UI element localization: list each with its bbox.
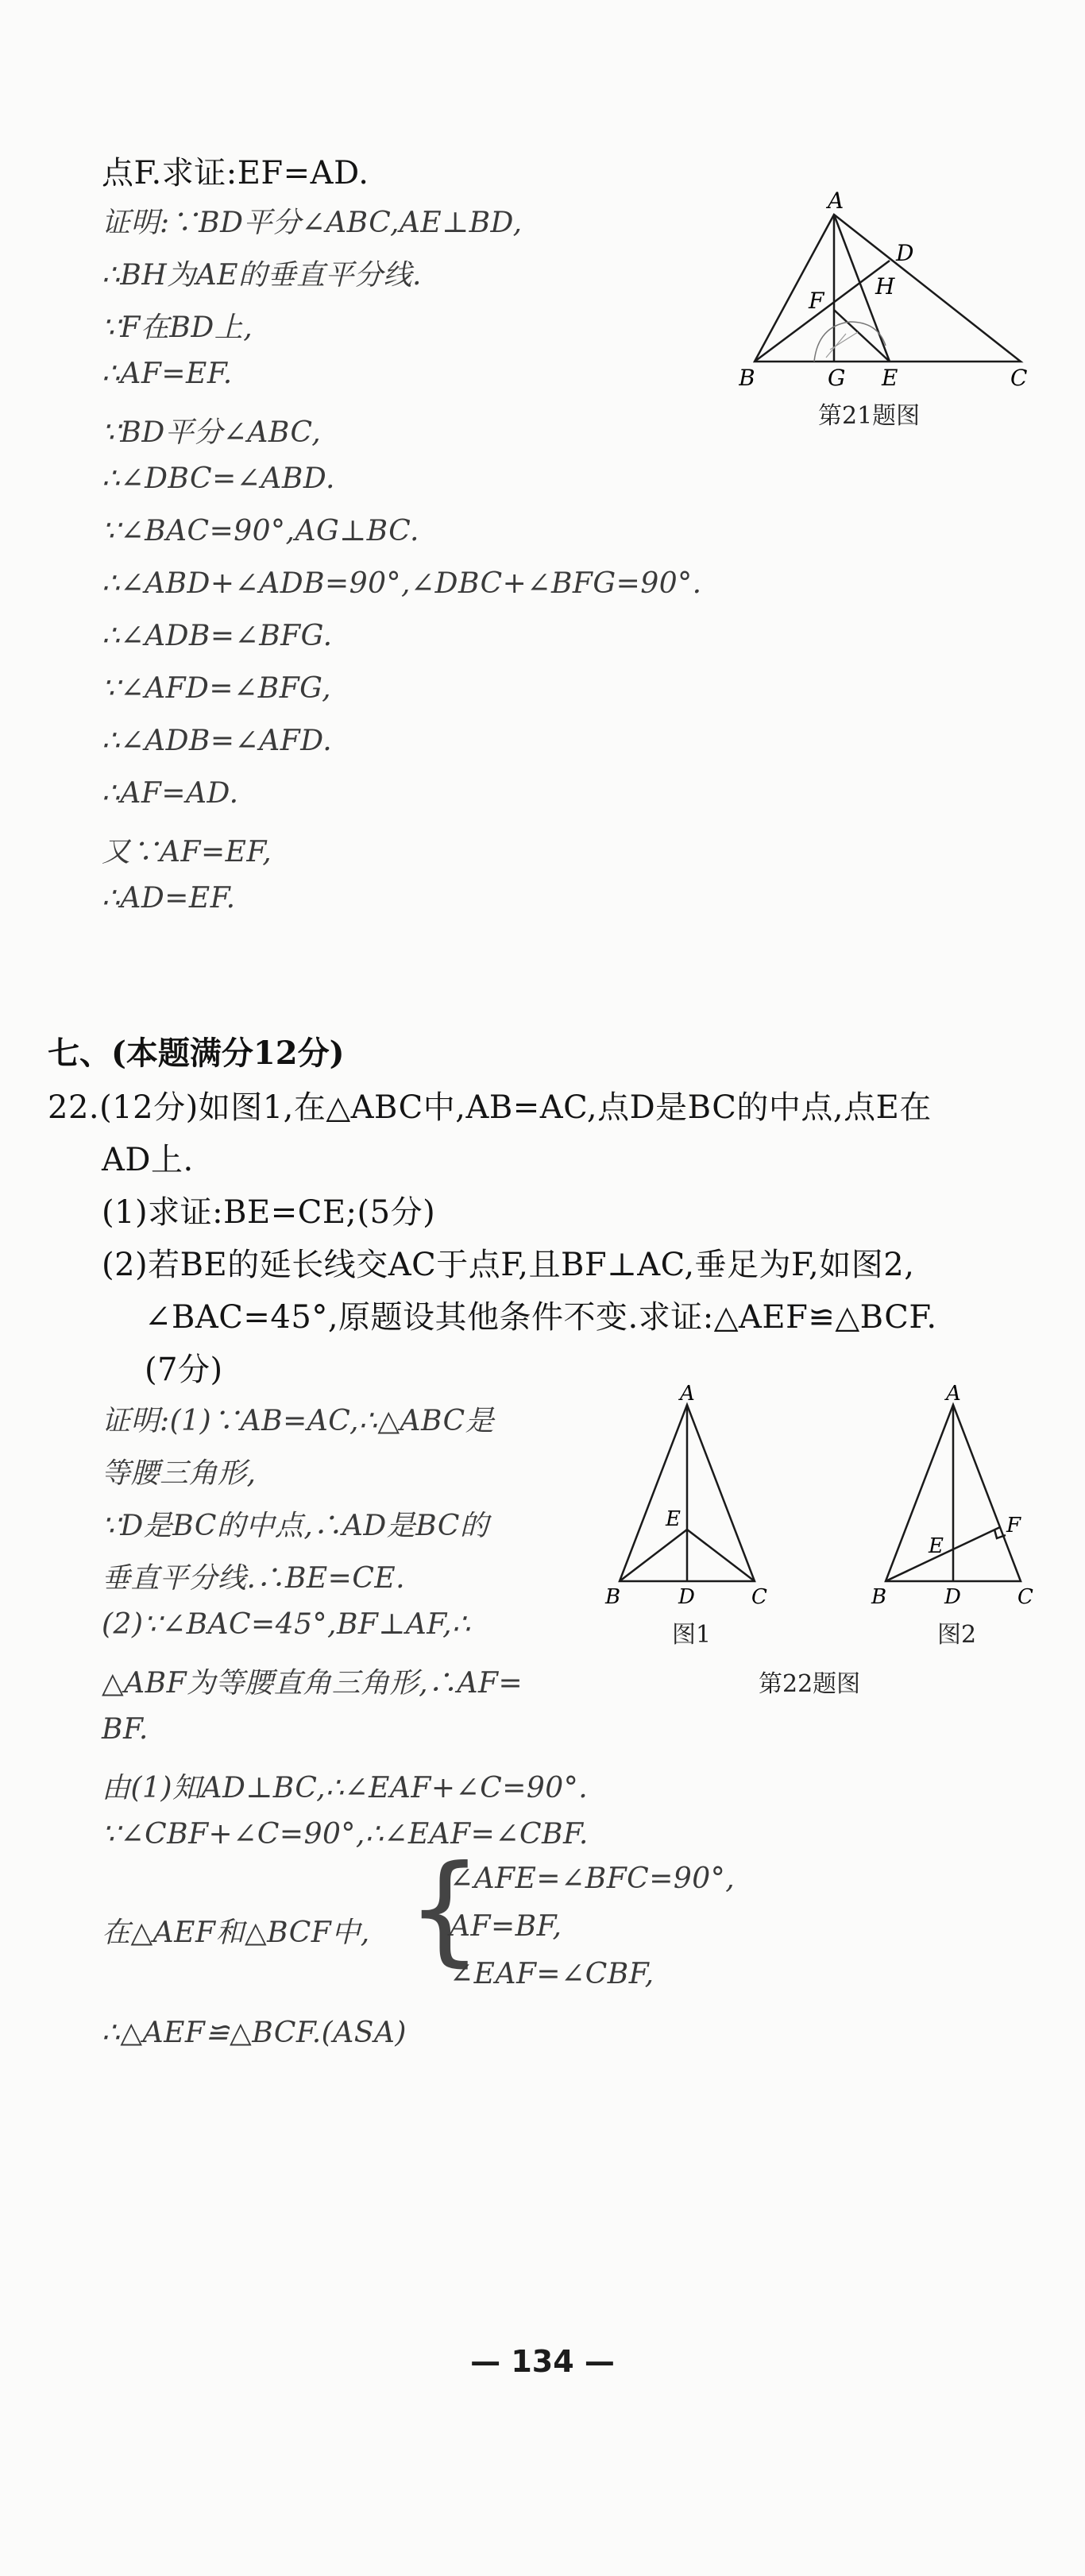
fig2-label-e: E: [929, 1534, 944, 1558]
q22-part-2-line-1: (2)若BE的延长线交AC于点F,且BF⊥AC,垂足为F,如图2,: [102, 1247, 915, 1283]
q22-stem-line-1: 22.(12分)如图1,在△ABC中,AB=AC,点D是BC的中点,点E在: [48, 1089, 932, 1126]
q21-stem-end: 点F.求证:EF=AD.: [102, 155, 369, 191]
q22-system-line-1: ∠AFE=∠BFC=90°,: [450, 1862, 736, 1895]
fig1-label-a: A: [680, 1383, 695, 1406]
label-g: G: [828, 365, 846, 391]
q22-proof-line-7: BF.: [102, 1713, 149, 1746]
q22-proof-line-8: 由(1)知AD⊥BC,∴∠EAF+∠C=90°.: [102, 1772, 589, 1804]
q22-part-2-line-3: (7分): [145, 1352, 223, 1388]
q22-part-2-line-2: ∠BAC=45°,原题设其他条件不变.求证:△AEF≌△BCF.: [145, 1299, 937, 1336]
q21-proof-line-1: 证明:∵BD平分∠ABC,AE⊥BD,: [102, 207, 523, 239]
q21-figure: [739, 191, 1041, 429]
left-brace-icon: {: [407, 1840, 483, 1978]
q21-figure-caption: 第21题图: [818, 402, 921, 430]
q21-proof-line-9: ∴∠ADB=∠BFG.: [102, 620, 333, 652]
q22-proof-line-2: 等腰三角形,: [102, 1457, 257, 1490]
label-e: E: [882, 365, 898, 391]
q22-stem-line-2: AD上.: [102, 1142, 194, 1178]
q22-proof-line-4: 垂直平分线.∴BE=CE.: [102, 1562, 406, 1595]
q21-proof-line-11: ∴∠ADB=∠AFD.: [102, 725, 333, 757]
q21-proof-line-13: 又∵AF=EF,: [102, 836, 272, 868]
fig2-label-d: D: [944, 1585, 961, 1609]
fig1-label-e: E: [666, 1507, 681, 1531]
fig1-label-c: C: [751, 1585, 767, 1609]
q22-fig2-caption: 图2: [937, 1621, 977, 1649]
label-b: B: [739, 365, 755, 391]
fig2-label-b: B: [871, 1585, 887, 1609]
fig1-label-b: B: [605, 1585, 621, 1609]
fig1-label-d: D: [678, 1585, 695, 1609]
q21-proof-line-14: ∴AD=EF.: [102, 882, 236, 915]
q21-proof-line-3: ∵F在BD上,: [102, 311, 253, 344]
q21-proof-line-8: ∴∠ABD+∠ADB=90°,∠DBC+∠BFG=90°.: [102, 567, 702, 600]
q21-proof-line-2: ∴BH为AE的垂直平分线.: [102, 259, 422, 292]
q21-proof-line-12: ∴AF=AD.: [102, 777, 239, 810]
pencil-marks: [814, 322, 886, 362]
q21-proof-line-7: ∵∠BAC=90°,AG⊥BC.: [102, 515, 419, 547]
q22-proof-line-5: (2)∵∠BAC=45°,BF⊥AF,∴: [102, 1608, 471, 1641]
q22-fig1-caption: 图1: [672, 1621, 712, 1649]
q22-figure-2: [870, 1383, 1048, 1613]
q22-figure-caption: 第22题图: [759, 1670, 861, 1698]
section-7-title: 七、(本题满分12分): [48, 1035, 345, 1072]
q21-proof-line-10: ∵∠AFD=∠BFG,: [102, 672, 332, 705]
q22-system-line-2: AF=BF,: [450, 1910, 562, 1943]
q22-proof-line-3: ∵D是BC的中点,∴AD是BC的: [102, 1510, 489, 1542]
page-number: — 134 —: [470, 2344, 615, 2379]
q22-system-line-3: ∠EAF=∠CBF,: [450, 1958, 654, 1990]
label-d: D: [896, 240, 914, 266]
q21-proof-line-6: ∴∠DBC=∠ABD.: [102, 462, 335, 495]
q22-conclusion: ∴△AEF≌△BCF.(ASA): [102, 2017, 407, 2049]
fig2-label-c: C: [1017, 1585, 1033, 1609]
q22-proof-line-6: △ABF为等腰直角三角形,∴AF=: [102, 1667, 523, 1700]
q21-proof-line-5: ∵BD平分∠ABC,: [102, 416, 322, 449]
label-h: H: [875, 273, 895, 300]
label-a: A: [828, 191, 844, 214]
q22-proof-line-9: ∵∠CBF+∠C=90°,∴∠EAF=∠CBF.: [102, 1818, 589, 1851]
q22-part-1: (1)求证:BE=CE;(5分): [102, 1194, 436, 1231]
label-c: C: [1010, 365, 1028, 391]
q22-figure-1: [604, 1383, 786, 1613]
fig2-label-f: F: [1006, 1514, 1021, 1537]
label-f: F: [809, 288, 824, 314]
q21-proof-line-4: ∴AF=EF.: [102, 358, 233, 390]
q22-system-prefix: 在△AEF和△BCF中,: [102, 1917, 370, 1949]
q22-proof-line-1: 证明:(1)∵AB=AC,∴△ABC是: [102, 1405, 495, 1437]
fig2-label-a: A: [946, 1383, 961, 1406]
